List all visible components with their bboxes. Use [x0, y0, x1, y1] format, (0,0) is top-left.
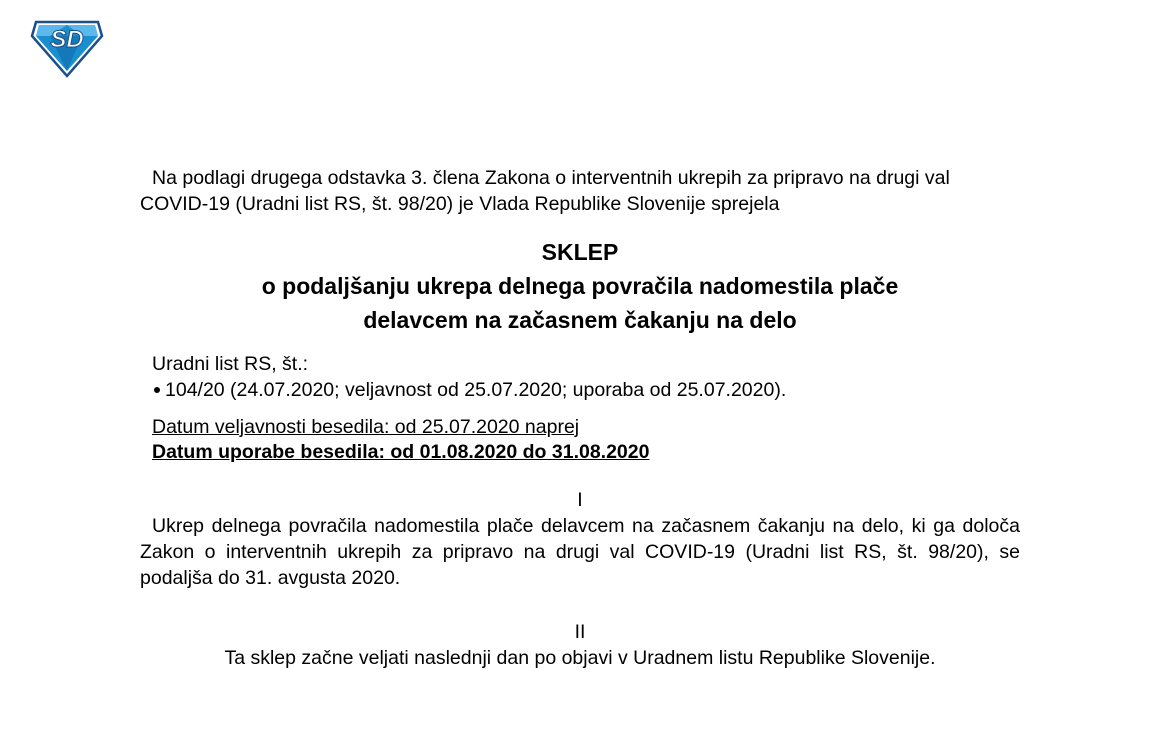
application-date: Datum uporabe besedila: od 01.08.2020 do 31.08.2020	[152, 441, 650, 463]
sd-diamond-logo-icon	[30, 14, 104, 78]
section-2-number: II	[574, 621, 586, 643]
title-line-2: o podaljšanju ukrepa delnega povračila nadomestila plače	[261, 273, 899, 299]
section-1-text: Ukrep delnega povračila nadomestila plače delavcem na začasnem čakanju na delo, ki ga določa Zakon o interventnih ukrepih za pripravo na drugi val COVID-19 (Uradni list RS, št. 98/20), se podaljša do 31. avgusta 2020.	[140, 515, 1020, 589]
section-1-number: I	[577, 489, 583, 511]
title-line-1: SKLEP	[541, 239, 619, 265]
publication-label: Uradni list RS, št.:	[152, 353, 309, 375]
logo-text: SD	[50, 26, 84, 53]
intro-paragraph: Na podlagi drugega odstavka 3. člena Zakona o interventnih ukrepih za pripravo na drugi val COVID-19 (Uradni list RS, št. 98/20) je Vlada Republike Slovenije sprejela	[140, 167, 950, 215]
validity-date: Datum veljavnosti besedila: od 25.07.2020 naprej	[152, 416, 580, 438]
document-title	[140, 235, 1020, 337]
bullet-icon	[154, 387, 160, 393]
section-2-text: Ta sklep začne veljati naslednji dan po objavi v Uradnem listu Republike Slovenije.	[224, 647, 936, 669]
publication-entry	[152, 377, 1020, 403]
publication-info	[140, 351, 1020, 403]
publication-entry-text: 104/20 (24.07.2020; veljavnost od 25.07.2020; uporaba od 25.07.2020).	[165, 379, 787, 401]
validity-dates	[140, 415, 1020, 465]
document-body	[140, 165, 1020, 671]
title-line-3: delavcem na začasnem čakanju na delo	[363, 307, 797, 333]
